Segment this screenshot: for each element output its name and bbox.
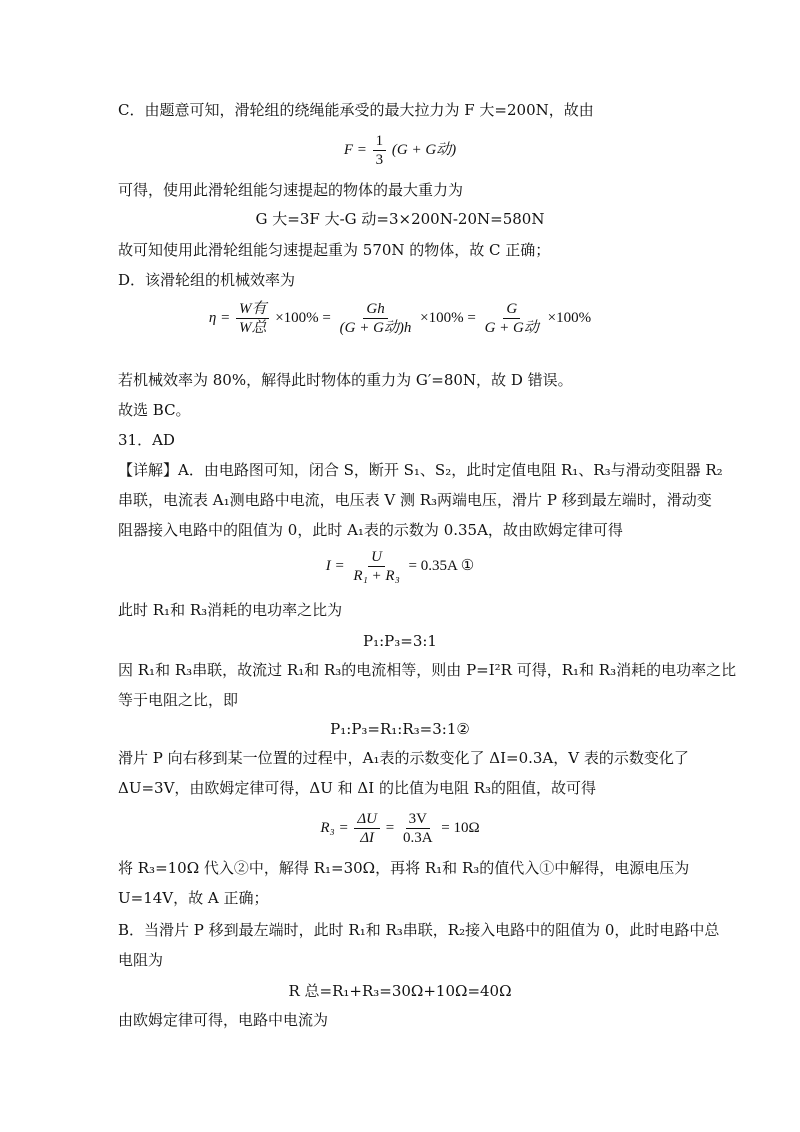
formula-part: R₃ = bbox=[320, 819, 349, 836]
formula-part: = 10Ω bbox=[441, 819, 480, 836]
fraction-numerator: G bbox=[503, 300, 520, 319]
text-line: U=14V，故 A 正确； bbox=[118, 889, 269, 907]
formula-efficiency bbox=[0, 300, 800, 337]
text-line: 故可知使用此滑轮组能匀速提起重为 570N 的物体，故 C 正确； bbox=[118, 241, 551, 259]
equation-line: P₁:P₃=3:1 bbox=[363, 632, 437, 650]
formula-part: = 0.35A ① bbox=[408, 557, 475, 574]
fraction-numerator: U bbox=[368, 548, 385, 567]
question-number: 31．AD bbox=[118, 431, 175, 449]
equation-line: P₁:P₃=R₁:R₃=3:1② bbox=[330, 720, 470, 738]
formula-part: ×100% = bbox=[275, 309, 331, 326]
fraction-numerator: ΔU bbox=[354, 810, 380, 829]
formula-part: I = bbox=[325, 557, 345, 574]
text-line: 若机械效率为 80%，解得此时物体的重力为 G′=80N，故 D 错误。 bbox=[118, 371, 573, 389]
formula-part: (G + G动) bbox=[391, 141, 457, 158]
fraction-numerator: W有 bbox=[236, 300, 270, 319]
fraction-denominator: 0.3A bbox=[402, 830, 433, 846]
fraction bbox=[400, 810, 436, 847]
fraction bbox=[350, 548, 402, 585]
text-line: 阻器接入电路中的阻值为 0，此时 A₁表的示数为 0.35A，故由欧姆定律可得 bbox=[118, 521, 623, 539]
fraction bbox=[482, 300, 542, 337]
text-line: 因 R₁和 R₃串联，故流过 R₁和 R₃的电流相等，则由 P=I²R 可得，R₁和 R₃消耗的电功率之比 bbox=[118, 661, 737, 679]
text-line: 此时 R₁和 R₃消耗的电功率之比为 bbox=[118, 601, 343, 619]
text-line: B．当滑片 P 移到最左端时，此时 R₁和 R₃串联，R₂接入电路中的阻值为 0，此时电路中总 bbox=[118, 921, 720, 939]
fraction-denominator: R₁ + R₃ bbox=[353, 568, 400, 584]
text-line: ΔU=3V，由欧姆定律可得，ΔU 和 ΔI 的比值为电阻 R₃的阻值，故可得 bbox=[118, 779, 597, 797]
fraction-numerator: 1 bbox=[373, 132, 387, 151]
text-line: 电阻为 bbox=[118, 951, 164, 969]
text-line: 串联，电流表 A₁测电路中电流，电压表 V 测 R₃两端电压，滑片 P 移到最左端时，滑动变 bbox=[118, 491, 712, 509]
fraction bbox=[236, 300, 270, 337]
formula-part: η = bbox=[208, 309, 231, 326]
formula-part: ×100% bbox=[547, 309, 592, 326]
fraction-numerator: 3V bbox=[406, 810, 430, 829]
text-line: 将 R₃=10Ω 代入②中，解得 R₁=30Ω，再将 R₁和 R₃的值代入①中解得，电源电压为 bbox=[118, 859, 690, 877]
formula-ohm bbox=[0, 548, 800, 585]
fraction-numerator: Gh bbox=[363, 300, 387, 319]
equation-line: R 总=R₁+R₃=30Ω+10Ω=40Ω bbox=[288, 982, 512, 1000]
formula-part: ×100% = bbox=[420, 309, 476, 326]
fraction bbox=[354, 810, 380, 847]
fraction-denominator: (G + G动)h bbox=[339, 320, 412, 336]
fraction-denominator: G + G动 bbox=[484, 320, 539, 336]
formula-pulley-force bbox=[0, 132, 800, 169]
text-line: 滑片 P 向右移到某一位置的过程中，A₁表的示数变化了 ΔI=0.3A，V 表的示数变化了 bbox=[118, 749, 689, 767]
fraction bbox=[373, 132, 387, 169]
equation-line: G 大=3F 大-G 动=3×200N-20N=580N bbox=[255, 210, 545, 228]
fraction bbox=[337, 300, 415, 337]
text-line: 可得，使用此滑轮组能匀速提起的物体的最大重力为 bbox=[118, 181, 464, 199]
text-line: 由欧姆定律可得，电路中电流为 bbox=[118, 1011, 329, 1029]
formula-part: F = bbox=[343, 141, 367, 158]
text-line: C．由题意可知，滑轮组的绕绳能承受的最大拉力为 F 大=200N，故由 bbox=[118, 101, 594, 119]
text-line: D．该滑轮组的机械效率为 bbox=[118, 271, 296, 289]
fraction-denominator: W总 bbox=[238, 320, 267, 336]
text-line: 故选 BC。 bbox=[118, 401, 191, 419]
text-line: 【详解】A．由电路图可知，闭合 S，断开 S₁、S₂，此时定值电阻 R₁、R₃与滑动变阻器 R₂ bbox=[118, 461, 723, 479]
fraction-denominator: ΔI bbox=[360, 830, 375, 846]
formula-r3 bbox=[0, 810, 800, 847]
formula-part: = bbox=[385, 819, 395, 836]
text-line: 等于电阻之比，即 bbox=[118, 691, 239, 709]
fraction-denominator: 3 bbox=[375, 152, 384, 168]
